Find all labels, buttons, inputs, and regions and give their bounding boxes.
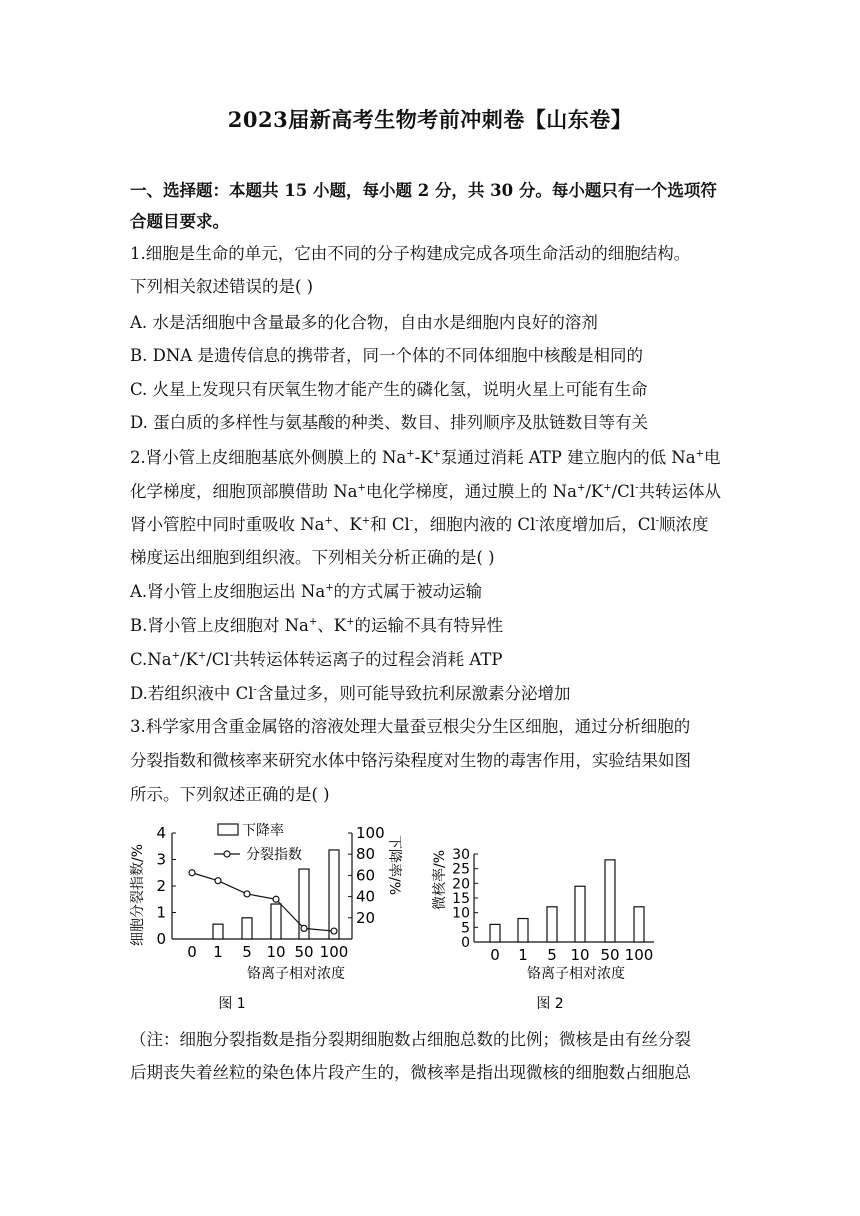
figure-1-line-point — [244, 891, 250, 897]
figure-1-right-tick-label: 100 — [356, 824, 385, 842]
q1-stem-cont: 下列相关叙述错误的是( ) — [130, 277, 314, 296]
q2-option-d: D.若组织液中 Cl-含量过多，则可能导致抗利尿激素分泌增加 — [130, 684, 571, 703]
figure-2-x-tick-label: 0 — [490, 946, 500, 964]
figure-1-right-tick-label: 40 — [356, 887, 376, 906]
figure-1-bars — [213, 850, 339, 939]
figure-1-right-tick-label: 20 — [356, 908, 376, 927]
legend-line-marker — [224, 851, 230, 857]
figure-1-caption: 图 1 — [218, 996, 246, 1012]
figure-1-x-tick-label: 50 — [294, 943, 314, 961]
figure-1-left-tick-label: 3 — [156, 850, 166, 869]
q1-option-a: A. 水是活细胞中含量最多的化合物，自由水是细胞内良好的溶剂 — [130, 313, 598, 332]
figure-1-left-tick-label: 4 — [156, 824, 166, 842]
figure-2-bar — [518, 919, 528, 942]
figure-1-left-axis-label: 细胞分裂指数/% — [130, 843, 146, 947]
figure-2-bar — [575, 886, 585, 942]
section-heading-cont: 合题目要求。 — [130, 212, 229, 231]
figure-2-x-tick-label: 50 — [600, 946, 620, 964]
figure-1-x-axis-label: 铬离子相对浓度 — [247, 966, 345, 982]
figure-1-x-tick-label: 0 — [187, 943, 197, 961]
figure-1-line-point — [215, 878, 221, 884]
figure-2-x-tick-label: 100 — [624, 946, 654, 964]
figure-1-x-tick-label: 10 — [266, 943, 286, 961]
section-heading: 一、选择题：本题共 15 小题，每小题 2 分，共 30 分。每小题只有一个选项符 — [130, 181, 717, 200]
figure-2-x-tick-label: 10 — [570, 946, 590, 964]
legend-line-label: 分裂指数 — [246, 847, 302, 863]
q1-option-b: B. DNA 是遗传信息的携带者，同一个体的不同体细胞中核酸是相同的 — [130, 346, 643, 365]
figure-1-ticks — [156, 824, 384, 961]
figure-1-legend — [214, 823, 302, 863]
figure-1-bar — [213, 924, 223, 939]
legend-bar-label: 下降率 — [242, 823, 284, 839]
figure-1-line-point — [273, 896, 279, 902]
figure-2-x-axis-label: 铬离子相对浓度 — [527, 966, 625, 982]
figure-2-x-tick-label: 1 — [518, 946, 528, 964]
q2-stem-line3: 肾小管腔中同时重吸收 Na+、K+和 Cl-，细胞内液的 Cl-浓度增加后，Cl-顺浓度 — [130, 515, 709, 534]
q3-stem-line2: 分裂指数和微核率来研究水体中铬污染程度对生物的毒害作用，实验结果如图 — [130, 751, 691, 770]
figure-2-bars — [490, 860, 644, 942]
figure-2-x-tick-label: 5 — [547, 946, 557, 964]
q3-stem-line3: 所示。下列叙述正确的是( ) — [130, 785, 330, 804]
note-line-1: （注：细胞分裂指数是指分裂期细胞数占细胞总数的比例；微核是由有丝分裂 — [130, 1030, 691, 1049]
figure-2-bar — [605, 860, 615, 942]
figure-1-right-tick-label: 80 — [356, 845, 376, 864]
figure-2-ticks — [452, 847, 653, 964]
figure-1-x-tick-label: 100 — [319, 943, 349, 961]
figure-1-line-point — [331, 928, 337, 934]
figure-2-bar — [490, 924, 500, 942]
figure-2-y-tick-label: 10 — [452, 905, 470, 922]
figure-2-caption: 图 2 — [536, 996, 564, 1012]
figure-1-left-tick-label: 0 — [156, 930, 166, 948]
figure-1-bar — [329, 850, 339, 939]
figure-1-left-tick-label: 2 — [156, 877, 166, 895]
figure-1-left-tick-label: 1 — [156, 903, 166, 922]
figure-1-line — [189, 870, 337, 934]
q1-stem: 1.细胞是生命的单元，它由不同的分子构建成完成各项生命活动的细胞结构。 — [130, 244, 691, 263]
figure-1-x-tick-label: 1 — [213, 943, 223, 961]
figure-2-y-axis-label: 微核率/% — [432, 849, 448, 911]
figure-1-x-tick-label: 5 — [242, 943, 252, 961]
q3-stem-line1: 3.科学家用含重金属铬的溶液处理大量蚕豆根尖分生区细胞，通过分析细胞的 — [130, 717, 691, 736]
figure-2-y-tick-label: 15 — [452, 891, 470, 907]
figure-2-axes — [474, 854, 654, 942]
figure-1-line-point — [189, 870, 195, 876]
figure-1-bar — [242, 918, 252, 939]
figure-2-y-tick-label: 25 — [452, 861, 470, 878]
q1-option-c: C. 火星上发现只有厌氧生物才能产生的磷化氢，说明火星上可能有生命 — [130, 380, 648, 399]
q2-stem-line2: 化学梯度，细胞顶部膜借助 Na+电化学梯度，通过膜上的 Na+/K+/Cl-共转运体从 — [130, 482, 721, 501]
figure-1-right-tick-label: 60 — [356, 866, 376, 885]
q2-option-a: A.肾小管上皮细胞运出 Na+的方式属于被动运输 — [130, 582, 483, 601]
figure-1-bar — [271, 904, 281, 939]
figure-1-line-point — [301, 925, 307, 931]
figure-2-chart — [430, 838, 670, 1020]
figure-2-bar — [634, 907, 644, 942]
q1-option-d: D. 蛋白质的多样性与氨基酸的种类、数目、排列顺序及肽链数目等有关 — [130, 413, 649, 432]
q2-stem-line4: 梯度运出细胞到组织液。下列相关分析正确的是( ) — [130, 548, 495, 567]
page-title: 2023届新高考生物考前冲刺卷【山东卷】 — [227, 107, 633, 132]
figure-1-chart — [118, 815, 418, 1020]
q2-option-c: C.Na+/K+/Cl-共转运体转运离子的过程会消耗 ATP — [130, 650, 503, 669]
figure-2-bar — [547, 907, 557, 942]
figure-1-right-axis-label: 下降率/% — [386, 834, 402, 896]
q2-option-b: B.肾小管上皮细胞对 Na+、K+的运输不具有特异性 — [130, 616, 503, 635]
q2-stem-line1: 2.肾小管上皮细胞基底外侧膜上的 Na+-K+泵通过消耗 ATP 建立胞内的低 Na+电 — [130, 448, 721, 467]
note-line-2: 后期丧失着丝粒的染色体片段产生的，微核率是指出现微核的细胞数占细胞总 — [130, 1063, 691, 1082]
legend-bar-swatch — [218, 824, 238, 835]
figure-2-y-tick-label: 30 — [452, 847, 470, 863]
figure-1-series-line — [192, 873, 334, 931]
figure-2-y-tick-label: 20 — [452, 876, 470, 893]
figure-2-y-tick-label: 5 — [461, 920, 470, 937]
figure-2-y-tick-label: 0 — [461, 935, 470, 951]
